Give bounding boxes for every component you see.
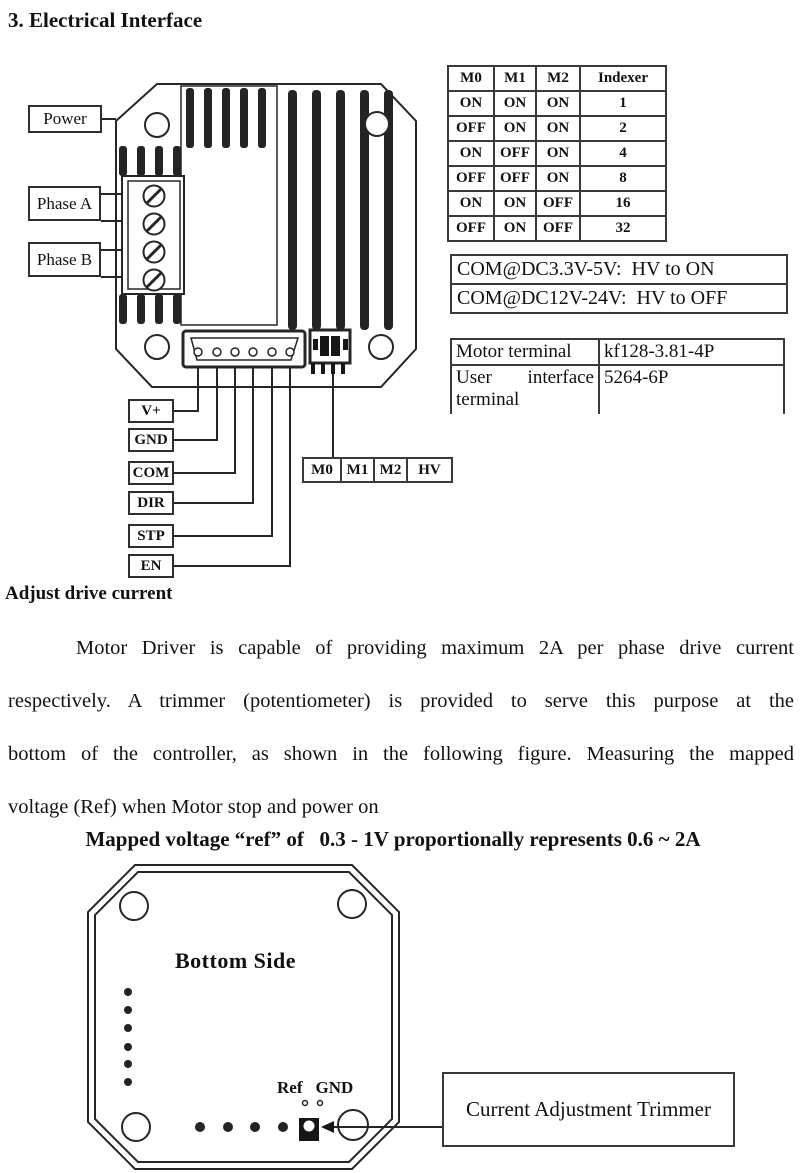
paragraph-line: voltage (Ref) when Motor stop and power on: [8, 796, 379, 818]
cell: 16: [580, 191, 666, 216]
table-row: [448, 216, 666, 241]
cell: 4: [580, 141, 666, 166]
header-m2: M2: [536, 66, 580, 91]
terminal-name: Motor terminal: [452, 340, 600, 364]
pin-box-com: [128, 461, 174, 485]
solder-pads-bottom: [195, 1122, 288, 1132]
pin-box-dir: [128, 491, 174, 515]
adjust-drive-current-heading: Adjust drive current: [5, 583, 173, 604]
dip-cell-hv: HV: [406, 457, 453, 483]
cell: ON: [536, 166, 580, 191]
table-row: [448, 166, 666, 191]
phase-b-label: Phase B: [36, 249, 93, 269]
header-indexer: Indexer: [580, 66, 666, 91]
cell: OFF: [448, 116, 494, 141]
paragraph-line: Motor Driver is capable of providing maximum 2A per phase drive current: [76, 637, 794, 659]
dip-cell-m2: M2: [373, 457, 408, 483]
pin-label-v-plus: V+: [141, 402, 161, 419]
cell: ON: [494, 191, 536, 216]
pin-box-v-plus: [128, 399, 174, 423]
ref-gnd-labels: [277, 1078, 353, 1098]
paragraph-line: respectively. A trimmer (potentiometer) is provided to serve this purpose at the: [8, 690, 794, 712]
trimmer-potentiometer: [299, 1118, 319, 1141]
dip-switch-label-strip: [302, 457, 453, 483]
cell: ON: [536, 91, 580, 116]
cell: ON: [536, 141, 580, 166]
table-row: [448, 116, 666, 141]
pin-box-stp: [128, 524, 174, 548]
gnd-label: GND: [315, 1078, 354, 1097]
cell: OFF: [494, 141, 536, 166]
ref-gnd-test-points: [303, 1101, 323, 1106]
terminal-part: kf128-3.81-4P: [604, 341, 715, 362]
cell: OFF: [448, 216, 494, 241]
com-voltage-note-box: [450, 254, 788, 314]
table-header-row: [448, 66, 666, 91]
cell: ON: [494, 216, 536, 241]
terminal-part: 5264-6P: [600, 364, 783, 414]
cell: 1: [580, 91, 666, 116]
page-title: 3. Electrical Interface: [8, 8, 203, 32]
table-row: [448, 91, 666, 116]
cell: ON: [448, 91, 494, 116]
trimmer-callout-label: Current Adjustment Trimmer: [465, 1097, 711, 1121]
microstep-indexer-table: [447, 65, 667, 242]
cell: OFF: [494, 166, 536, 191]
cell: OFF: [536, 216, 580, 241]
power-label: Power: [43, 109, 87, 128]
power-label-box: [28, 105, 102, 133]
table-row: [448, 191, 666, 216]
dip-cell-m0: M0: [302, 457, 342, 483]
table-row: [448, 141, 666, 166]
trimmer-callout-box: [442, 1072, 735, 1147]
cell: ON: [536, 116, 580, 141]
pin-label-gnd: GND: [134, 431, 168, 448]
header-m0: M0: [448, 66, 494, 91]
pin-label-en: EN: [140, 557, 162, 574]
terminal-spec-table: [450, 338, 785, 414]
phase-a-label-box: [28, 186, 101, 221]
motor-terminal-block: [122, 176, 184, 294]
cell: 8: [580, 166, 666, 191]
cell: ON: [494, 116, 536, 141]
com-rule-high: COM@DC12V-24V: HV to OFF: [452, 283, 786, 312]
ref-label: Ref: [277, 1078, 303, 1097]
cell: OFF: [448, 166, 494, 191]
cell: ON: [448, 141, 494, 166]
pin-box-en: [128, 554, 174, 578]
bottom-side-label: Bottom Side: [175, 948, 296, 973]
pin-label-dir: DIR: [137, 494, 165, 511]
pin-label-stp: STP: [137, 527, 165, 544]
terminal-name: User interface terminal: [452, 364, 600, 414]
paragraph-line: bottom of the controller, as shown in the following figure. Measuring the mapped: [8, 743, 794, 765]
user-interface-connector: [183, 331, 305, 367]
phase-b-label-box: [28, 242, 101, 277]
table-row: [452, 340, 783, 364]
body-paragraph: [8, 622, 794, 834]
table-row: [452, 364, 783, 414]
bottom-board-diagram: [88, 865, 442, 1169]
cell: 2: [580, 116, 666, 141]
mounting-holes-bottom-board: [120, 890, 368, 1141]
cell: 32: [580, 216, 666, 241]
phase-a-label: Phase A: [36, 193, 93, 213]
cell: ON: [494, 91, 536, 116]
cell: ON: [448, 191, 494, 216]
mapped-voltage-statement: Mapped voltage “ref” of 0.3 - 1V proportionally represents 0.6 ~ 2A: [85, 827, 701, 851]
cell: OFF: [536, 191, 580, 216]
pin-box-gnd: [128, 428, 174, 452]
com-rule-low: COM@DC3.3V-5V: HV to ON: [457, 258, 715, 280]
header-m1: M1: [494, 66, 536, 91]
pin-label-com: COM: [132, 464, 170, 481]
dip-cell-m1: M1: [340, 457, 375, 483]
solder-pads-left: [124, 988, 132, 1086]
